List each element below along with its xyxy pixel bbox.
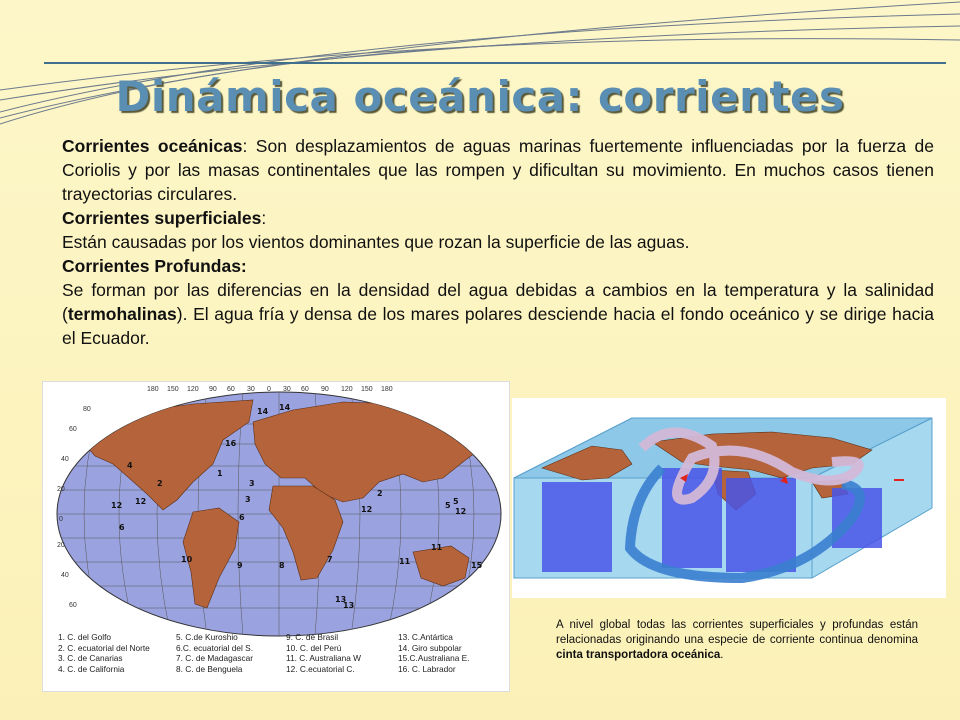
legend-item: 12. C.ecuatorial C. (286, 663, 355, 674)
legend-column (58, 632, 150, 674)
left-scale-label: 60 (69, 426, 77, 433)
map-number: 13 (343, 601, 355, 610)
map-number: 2 (377, 489, 383, 498)
map-number: 5 (445, 501, 451, 510)
top-scale-label: 120 (341, 386, 353, 393)
map-number: 14 (279, 403, 291, 412)
title-rule (44, 62, 946, 64)
left-scale-label: 40 (61, 456, 69, 463)
map-number: 5 (453, 497, 459, 506)
paragraph-profundas-text-a: Se forman por las diferencias en la densidad del agua debidas a cambios en la temperatura y la salinidad ( (62, 280, 934, 324)
conveyor-caption (556, 618, 918, 663)
legend-item: 6.C. ecuatorial del S. (176, 642, 254, 653)
map-number: 3 (249, 479, 255, 488)
top-scale-label: 150 (361, 386, 373, 393)
legend-item: 10. C. del Perú (286, 642, 342, 653)
legend-item: 15.C.Australiana E. (398, 653, 470, 663)
conveyor-belt-image (512, 398, 946, 598)
conveyor-belt-illustration (512, 398, 946, 598)
top-scale-label: 30 (247, 386, 255, 393)
legend-item: 2. C. ecuatorial del Norte (58, 642, 150, 653)
body-text (62, 134, 934, 350)
heading-corrientes-profundas: Corrientes Profundas: (62, 256, 247, 276)
legend-column (398, 632, 469, 674)
map-number: 10 (181, 555, 193, 564)
top-scale-label: 180 (381, 386, 393, 393)
legend-item: 8. C. de Benguela (176, 663, 243, 674)
legend-item: 1. C. del Golfo (58, 632, 112, 642)
legend-column (286, 632, 361, 674)
map-legend (58, 632, 508, 690)
paragraph-oceanic (62, 134, 934, 206)
paragraph-profundas-text-b: ). El agua fría y densa de los mares polares desciende hacia el fondo oceánico y se dirige hacia el Ecuador. (62, 304, 934, 348)
map-number: 12 (455, 507, 467, 516)
top-scale-label: 90 (321, 386, 329, 393)
map-number: 12 (361, 505, 373, 514)
legend-item: 5. C.de Kuroshio (176, 632, 238, 642)
left-scale-label: 40 (61, 572, 69, 579)
paragraph-superficiales-head (62, 206, 934, 230)
top-scale-label: 150 (167, 386, 179, 393)
legend-item: 11. C. Australiana W (286, 653, 362, 663)
heading-corrientes-oceanicas: Corrientes oceánicas (62, 136, 243, 156)
top-scale-label: 180 (147, 386, 159, 393)
left-scale-label: 0 (59, 516, 63, 523)
colon: : (261, 208, 267, 228)
map-number: 4 (127, 461, 133, 470)
top-scale-label: 90 (209, 386, 217, 393)
map-number: 1 (217, 469, 223, 478)
map-number: 8 (279, 561, 285, 570)
legend-item: 7. C. de Madagascar (176, 653, 254, 663)
page-title: Dinámica oceánica: corrientes (115, 72, 845, 121)
top-scale-label: 60 (301, 386, 309, 393)
left-scale-label: 80 (83, 406, 91, 413)
map-number: 11 (399, 557, 411, 566)
paragraph-oceanic-text: : Son desplazamientos de aguas marinas fuertemente influenciadas por la fuerza de Coriolis y por las masas continentales que las rompen y dificultan su movimiento. En muchos casos tienen trayectorias circulares. (62, 136, 934, 204)
top-scale-label: 30 (283, 386, 291, 393)
map-number: 6 (119, 523, 125, 532)
term-termohalinas: termohalinas (67, 304, 177, 324)
left-scale-label: 60 (69, 602, 77, 609)
top-scale-label: 60 (227, 386, 235, 393)
legend-item: 13. C.Antártica (398, 632, 453, 642)
map-number: 12 (135, 497, 147, 506)
map-number: 6 (239, 513, 245, 522)
map-number: 2 (157, 479, 163, 488)
map-number: 13 (335, 595, 347, 604)
map-number: 9 (237, 561, 243, 570)
left-scale-label: 20 (57, 542, 65, 549)
map-number: 7 (327, 555, 333, 564)
map-number: 15 (471, 561, 483, 570)
map-number: 3 (245, 495, 251, 504)
legend-item: 3. C. de Canarias (58, 653, 123, 663)
caption-term-cinta: cinta transportadora oceánica (556, 649, 721, 661)
top-scale-label: 120 (187, 386, 199, 393)
paragraph-superficiales-text: Están causadas por los vientos dominantes que rozan la superficie de las aguas. (62, 232, 690, 252)
caption-text-a: A nivel global todas las corrientes superficiales y profundas están relacionadas originando una especie de corriente continua denomina (556, 619, 918, 646)
map-number: 12 (111, 501, 123, 510)
legend-column (176, 632, 253, 674)
top-scale-label: 0 (267, 386, 271, 393)
map-number: 11 (431, 543, 443, 552)
legend-item: 9. C. de Brasil (286, 632, 339, 642)
legend-item: 4. C. de California (58, 663, 125, 674)
left-scale-label: 20 (57, 486, 65, 493)
legend-item: 16. C. Labrador (398, 663, 456, 674)
heading-corrientes-superficiales: Corrientes superficiales (62, 208, 262, 228)
paragraph-profundas (62, 278, 934, 350)
caption-text-b: . (720, 649, 724, 661)
map-number: 14 (257, 407, 269, 416)
map-number: 16 (225, 439, 237, 448)
legend-item: 14. Giro subpolar (398, 642, 462, 653)
